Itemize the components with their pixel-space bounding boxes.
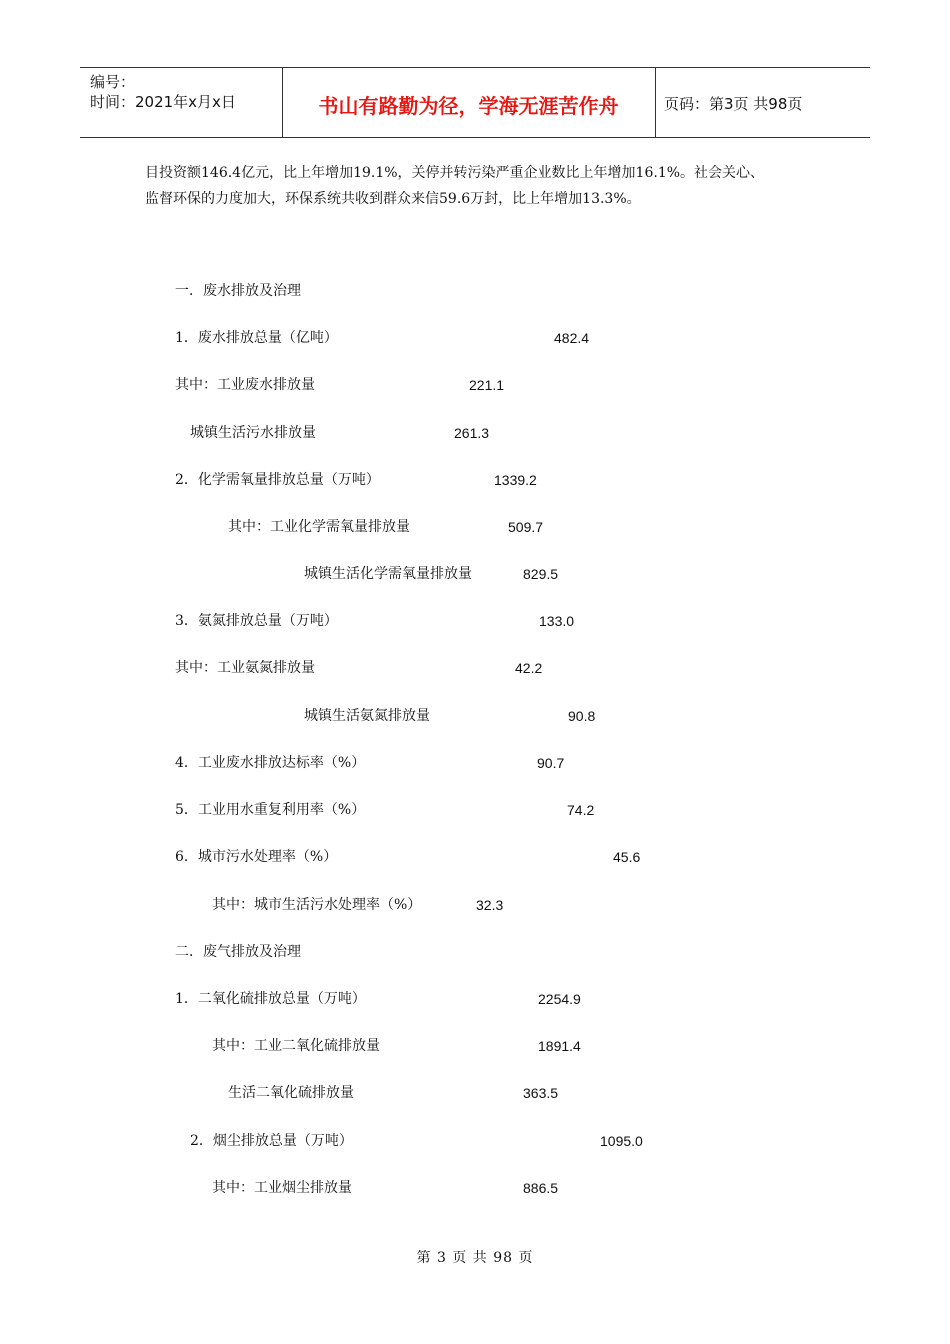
stat-row — [175, 847, 641, 867]
row-label: 其中：工业烟尘排放量 — [212, 1180, 352, 1196]
row-label: 城镇生活氨氮排放量 — [304, 708, 430, 724]
stat-row — [228, 1083, 559, 1103]
row-value: 45.6 — [613, 849, 641, 865]
row-label: 生活二氧化硫排放量 — [228, 1085, 354, 1101]
row-value: 133.0 — [539, 613, 575, 629]
header-divider — [655, 68, 656, 137]
row-label: 2．化学需氧量排放总量（万吨） — [175, 472, 380, 488]
row-value: 74.2 — [567, 802, 595, 818]
row-label: 1．二氧化硫排放总量（万吨） — [175, 991, 366, 1007]
row-value: 509.7 — [508, 519, 544, 535]
stat-row — [175, 611, 575, 631]
stat-row — [175, 989, 581, 1009]
page-footer: 第 3 页 共 98 页 — [416, 1250, 534, 1266]
row-label: 其中：工业废水排放量 — [175, 377, 315, 393]
stat-row — [175, 753, 565, 773]
row-label: 2．烟尘排放总量（万吨） — [190, 1133, 353, 1149]
row-label: 5．工业用水重复利用率（%） — [175, 802, 366, 818]
intro-line: 目投资额146.4亿元，比上年增加19.1%，关停并转污染严重企业数比上年增加16.1%。社会关心、 — [145, 165, 765, 181]
row-value: 42.2 — [515, 660, 543, 676]
document-id-label: 编号： — [90, 73, 136, 91]
row-label: 其中：工业氨氮排放量 — [175, 660, 315, 676]
row-value: 2254.9 — [538, 991, 581, 1007]
row-label: 其中：工业化学需氧量排放量 — [228, 519, 410, 535]
intro-paragraph — [145, 160, 845, 212]
stat-row — [175, 328, 590, 348]
row-value: 90.7 — [537, 755, 565, 771]
row-value: 363.5 — [523, 1085, 559, 1101]
row-label: 一．废水排放及治理 — [175, 283, 301, 299]
row-label: 其中：城市生活污水处理率（%） — [212, 897, 422, 913]
row-label: 二．废气排放及治理 — [175, 944, 301, 960]
document-date: 时间：2021年x月x日 — [90, 93, 236, 111]
header-meta — [90, 72, 236, 112]
stat-row — [304, 564, 559, 584]
stat-row — [212, 1036, 581, 1056]
stat-row — [190, 1131, 643, 1151]
row-label: 城镇生活污水排放量 — [190, 425, 316, 441]
stat-row — [304, 706, 596, 726]
page-header — [80, 67, 870, 138]
row-label: 城镇生活化学需氧量排放量 — [304, 566, 472, 582]
section-heading — [175, 281, 301, 301]
row-value: 482.4 — [554, 330, 590, 346]
row-value: 1095.0 — [600, 1133, 643, 1149]
stat-row — [228, 517, 544, 537]
row-label: 3．氨氮排放总量（万吨） — [175, 613, 338, 629]
stat-row — [175, 800, 595, 820]
row-label: 6．城市污水处理率（%） — [175, 849, 338, 865]
row-value: 829.5 — [523, 566, 559, 582]
row-label: 1．废水排放总量（亿吨） — [175, 330, 338, 346]
stat-row — [175, 658, 543, 678]
stat-row — [175, 470, 537, 490]
section-heading — [175, 942, 301, 962]
stat-row — [175, 375, 505, 395]
row-value: 261.3 — [454, 425, 490, 441]
stat-row — [212, 895, 504, 915]
row-value: 886.5 — [523, 1180, 559, 1196]
intro-line: 监督环保的力度加大，环保系统共收到群众来信59.6万封，比上年增加13.3%。 — [145, 191, 641, 207]
stat-row — [212, 1178, 559, 1198]
header-motto: 书山有路勤为径，学海无涯苦作舟 — [318, 94, 619, 118]
row-value: 90.8 — [568, 708, 596, 724]
row-label: 4．工业废水排放达标率（%） — [175, 755, 366, 771]
row-value: 1891.4 — [538, 1038, 581, 1054]
stat-row — [190, 423, 490, 443]
row-value: 221.1 — [469, 377, 505, 393]
row-label: 其中：工业二氧化硫排放量 — [212, 1038, 380, 1054]
row-value: 32.3 — [476, 897, 504, 913]
row-value: 1339.2 — [494, 472, 537, 488]
header-page-info: 页码：第3页 共98页 — [664, 95, 803, 113]
